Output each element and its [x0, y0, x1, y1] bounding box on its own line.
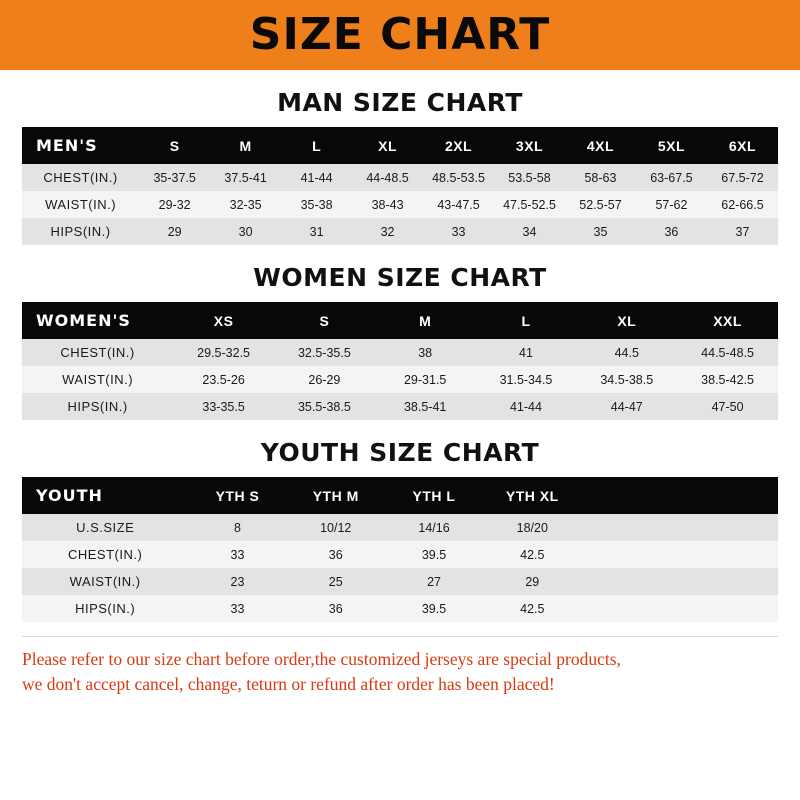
- women-row-label-2: HIPS(IN.): [67, 399, 128, 414]
- section-title-men: MAN SIZE CHART: [277, 88, 523, 117]
- women-cell-0-1: 32.5-35.5: [297, 345, 351, 360]
- youth-cell-3-2: 39.5: [421, 601, 447, 616]
- women-cell-2-1: 35.5-38.5: [297, 399, 351, 414]
- men-col-8: 6XL: [728, 137, 757, 154]
- youth-col-2: YTH L: [412, 487, 456, 504]
- men-cell-2-4: 33: [451, 224, 466, 239]
- men-cell-1-6: 52.5-57: [579, 197, 622, 212]
- men-cell-2-2: 31: [309, 224, 324, 239]
- youth-cell-0-2: 14/16: [418, 520, 450, 535]
- women-col-1: S: [319, 312, 330, 329]
- table-row: [22, 393, 778, 420]
- men-cell-1-7: 57-62: [655, 197, 688, 212]
- women-cell-2-2: 38.5-41: [403, 399, 447, 414]
- youth-col-5: [680, 477, 778, 514]
- women-cell-0-4: 44.5: [614, 345, 639, 360]
- youth-cell-1-4: [581, 541, 679, 568]
- youth-row-label-1: CHEST(IN.): [67, 547, 143, 562]
- women-cell-2-5: 47-50: [711, 399, 744, 414]
- table-row: [22, 191, 778, 218]
- men-cell-0-0: 35-37.5: [153, 170, 196, 185]
- youth-cell-0-0: 8: [233, 520, 241, 535]
- women-cell-1-3: 31.5-34.5: [499, 372, 553, 387]
- men-cell-2-0: 29: [167, 224, 182, 239]
- women-cell-0-0: 29.5-32.5: [197, 345, 250, 360]
- youth-row-label-3: HIPS(IN.): [75, 601, 136, 616]
- men-cell-0-6: 58-63: [584, 170, 617, 185]
- youth-cell-2-5: [680, 568, 778, 595]
- youth-row-label-2: WAIST(IN.): [69, 574, 141, 589]
- women-col-2: M: [419, 312, 432, 329]
- banner-left-accent: [0, 0, 28, 70]
- women-col-3: L: [521, 312, 531, 329]
- table-header-row: [22, 302, 778, 339]
- youth-cell-1-1: 36: [328, 547, 343, 562]
- section-women: [0, 263, 800, 420]
- men-col-6: 4XL: [586, 137, 615, 154]
- footer-note-line-2: we don't accept cancel, change, teturn or refund after order has been placed!: [22, 674, 555, 695]
- men-col-7: 5XL: [657, 137, 686, 154]
- youth-cell-2-2: 27: [427, 574, 441, 589]
- men-cell-0-3: 44-48.5: [366, 170, 409, 185]
- men-cell-2-3: 32: [380, 224, 395, 239]
- women-cell-0-5: 44.5-48.5: [701, 345, 754, 360]
- youth-cell-1-3: 42.5: [520, 547, 545, 562]
- table-row: [22, 541, 778, 568]
- youth-cell-3-0: 33: [230, 601, 245, 616]
- footer-note: [22, 636, 778, 698]
- youth-cell-0-5: [680, 514, 778, 541]
- section-youth: [0, 438, 800, 622]
- men-row-label-2: HIPS(IN.): [50, 224, 111, 239]
- women-row-label-1: WAIST(IN.): [62, 372, 134, 387]
- men-cell-2-7: 36: [664, 224, 679, 239]
- men-col-2: L: [312, 137, 322, 154]
- table-row: [22, 339, 778, 366]
- men-cell-2-8: 37: [735, 224, 750, 239]
- men-col-1: M: [239, 137, 252, 154]
- table-row: [22, 218, 778, 245]
- youth-cell-3-5: [680, 595, 778, 622]
- men-cell-0-4: 48.5-53.5: [432, 170, 485, 185]
- women-col-0: XS: [213, 312, 234, 329]
- men-cell-1-0: 29-32: [158, 197, 191, 212]
- page-title: SIZE CHART: [249, 9, 551, 60]
- women-col-4: XL: [617, 312, 637, 329]
- men-cell-1-2: 35-38: [300, 197, 333, 212]
- women-cell-1-4: 34.5-38.5: [600, 372, 654, 387]
- women-cell-2-4: 44-47: [610, 399, 643, 414]
- youth-size-table: [22, 477, 778, 622]
- men-col-4: 2XL: [444, 137, 473, 154]
- section-men: [0, 88, 800, 245]
- table-row: [22, 366, 778, 393]
- youth-cell-0-1: 10/12: [320, 520, 352, 535]
- men-row-label-0: CHEST(IN.): [43, 170, 118, 185]
- youth-row-header: YOUTH: [36, 486, 103, 505]
- men-col-0: S: [169, 137, 180, 154]
- youth-col-1: YTH M: [312, 487, 359, 504]
- women-cell-1-2: 29-31.5: [403, 372, 447, 387]
- youth-cell-3-3: 42.5: [520, 601, 545, 616]
- women-cell-1-0: 23.5-26: [202, 372, 245, 387]
- banner: [0, 0, 800, 70]
- women-cell-1-1: 26-29: [308, 372, 341, 387]
- youth-cell-2-1: 25: [328, 574, 343, 589]
- women-row-header: WOMEN'S: [36, 311, 131, 330]
- men-col-3: XL: [378, 137, 397, 154]
- women-cell-0-3: 41: [519, 345, 533, 360]
- banner-center: [28, 0, 772, 70]
- men-cell-1-8: 62-66.5: [721, 197, 764, 212]
- youth-cell-2-0: 23: [230, 574, 245, 589]
- men-cell-0-1: 37.5-41: [224, 170, 267, 185]
- table-row: [22, 595, 778, 622]
- men-row-label-1: WAIST(IN.): [45, 197, 117, 212]
- youth-cell-1-0: 33: [230, 547, 245, 562]
- footer-note-line-1: Please refer to our size chart before order,the customized jerseys are special products,: [22, 649, 621, 669]
- banner-right-accent: [772, 0, 800, 70]
- men-cell-0-2: 41-44: [300, 170, 333, 185]
- table-row: [22, 164, 778, 191]
- section-title-women: WOMEN SIZE CHART: [253, 263, 547, 292]
- youth-row-label-0: U.S.SIZE: [76, 520, 135, 535]
- men-size-table: [22, 127, 778, 245]
- youth-col-4: [581, 477, 679, 514]
- youth-cell-2-4: [581, 568, 679, 595]
- men-row-header: MEN'S: [36, 136, 98, 155]
- women-row-label-0: CHEST(IN.): [60, 345, 135, 360]
- men-cell-1-4: 43-47.5: [437, 197, 480, 212]
- table-header-row: [22, 127, 778, 164]
- youth-cell-0-3: 18/20: [516, 520, 548, 535]
- women-cell-0-2: 38: [418, 345, 433, 360]
- table-row: [22, 514, 778, 541]
- men-cell-0-7: 63-67.5: [650, 170, 693, 185]
- youth-col-3: YTH XL: [505, 487, 559, 504]
- youth-cell-1-2: 39.5: [421, 547, 447, 562]
- youth-cell-3-4: [581, 595, 679, 622]
- youth-cell-0-4: [581, 514, 679, 541]
- men-cell-1-3: 38-43: [371, 197, 404, 212]
- youth-cell-1-5: [680, 541, 778, 568]
- women-col-5: XXL: [713, 312, 742, 329]
- men-cell-2-6: 35: [593, 224, 608, 239]
- women-size-table: [22, 302, 778, 420]
- youth-col-0: YTH S: [215, 487, 260, 504]
- women-cell-1-5: 38.5-42.5: [701, 372, 754, 387]
- men-cell-1-5: 47.5-52.5: [503, 197, 556, 212]
- men-cell-0-8: 67.5-72: [721, 170, 764, 185]
- men-cell-0-5: 53.5-58: [508, 170, 551, 185]
- youth-cell-3-1: 36: [328, 601, 343, 616]
- women-cell-2-3: 41-44: [509, 399, 542, 414]
- women-cell-2-0: 33-35.5: [202, 399, 245, 414]
- youth-cell-2-3: 29: [525, 574, 540, 589]
- men-cell-2-1: 30: [238, 224, 253, 239]
- section-title-youth: YOUTH SIZE CHART: [260, 438, 540, 467]
- men-cell-2-5: 34: [522, 224, 537, 239]
- men-cell-1-1: 32-35: [229, 197, 262, 212]
- table-header-row: [22, 477, 778, 514]
- table-row: [22, 568, 778, 595]
- men-col-5: 3XL: [515, 137, 544, 154]
